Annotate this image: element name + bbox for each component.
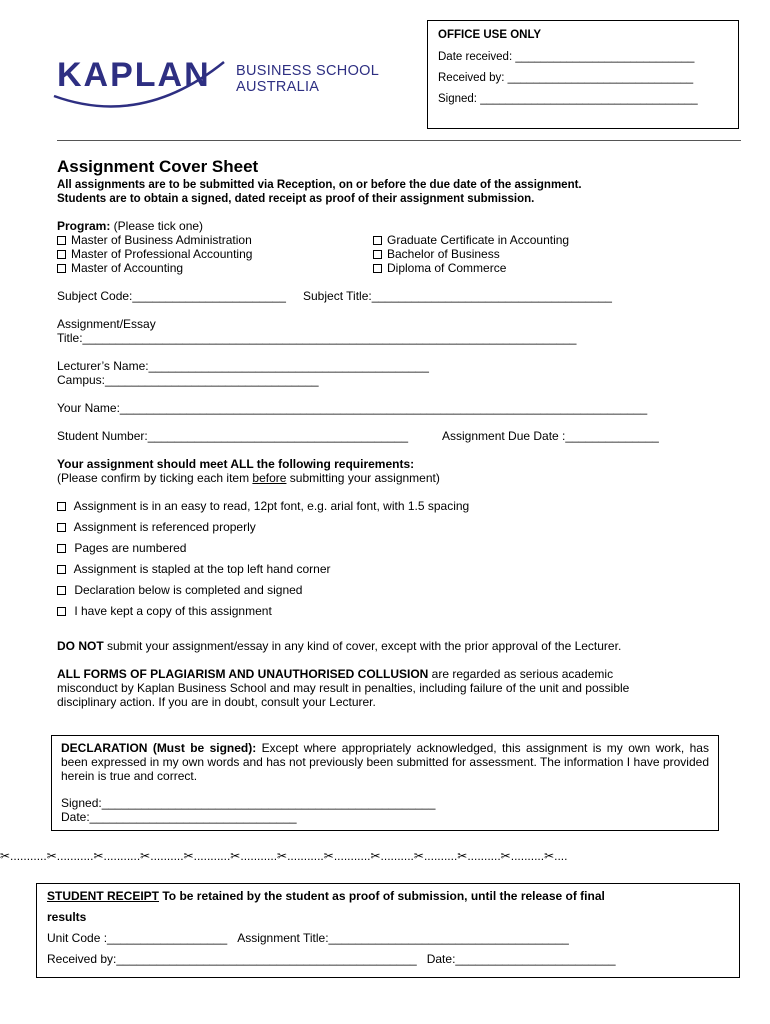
office-signed-field[interactable]: Signed: __________________________________ — [438, 93, 698, 105]
program-option-label: Graduate Certificate in Accounting — [387, 233, 570, 247]
program-option-label: Master of Business Administration — [71, 233, 252, 247]
your-name-field[interactable]: Your Name:_______________________________________________________________________________ — [57, 401, 648, 415]
intro-text — [57, 178, 582, 206]
plagiarism-text-3: disciplinary action. If you are in doubt, consult your Lecturer. — [57, 695, 376, 709]
checkbox-icon[interactable] — [57, 586, 66, 595]
header-divider — [57, 140, 741, 141]
plagiarism-note — [57, 667, 629, 709]
program-option[interactable] — [373, 233, 569, 247]
lecturer-name-field[interactable]: Lecturer’s Name:__________________________________________ — [57, 359, 429, 373]
kaplan-logo: KAPLAN — [57, 56, 211, 94]
checkbox-icon[interactable] — [373, 264, 382, 273]
requirement-item[interactable] — [57, 520, 469, 541]
logo-line-1: BUSINESS SCHOOL — [236, 63, 380, 79]
checkbox-icon[interactable] — [57, 502, 66, 511]
receipt-heading — [47, 889, 729, 903]
checkbox-icon[interactable] — [57, 264, 66, 273]
requirements-sub-under: before — [252, 471, 287, 485]
receipt-date-field[interactable]: Date:________________________ — [426, 952, 616, 966]
declaration-date-field[interactable]: Date:_______________________________ — [61, 810, 297, 824]
do-not-text: submit your assignment/essay in any kind of cover, except with the prior approval of the Lecturer. — [103, 639, 622, 653]
requirement-item[interactable] — [57, 499, 469, 520]
declaration-box — [51, 735, 719, 831]
receipt-row-2 — [47, 952, 729, 966]
requirement-item[interactable] — [57, 541, 469, 562]
subject-code-field[interactable]: Subject Code:_______________________ — [57, 289, 286, 303]
program-option-label: Master of Accounting — [71, 261, 184, 275]
requirement-label: Assignment is in an easy to read, 12pt font, e.g. arial font, with 1.5 spacing — [73, 499, 470, 513]
program-option[interactable] — [373, 247, 569, 261]
receipt-bold: STUDENT RECEIPT — [47, 889, 160, 903]
checkbox-icon[interactable] — [57, 523, 66, 532]
declaration-signed-field[interactable]: Signed:__________________________________________________ — [61, 796, 436, 810]
date-received-field[interactable]: Date received: ____________________________ — [438, 51, 695, 63]
student-receipt-box — [36, 883, 740, 978]
page-title: Assignment Cover Sheet — [57, 157, 259, 176]
assignment-label: Assignment/Essay — [57, 317, 156, 331]
requirement-label: Pages are numbered — [74, 541, 187, 555]
requirements-heading — [57, 457, 414, 471]
requirement-item[interactable] — [57, 562, 469, 583]
program-option[interactable] — [57, 247, 252, 261]
plagiarism-text-2: misconduct by Kaplan Business School and may result in penalties, including failure of the unit and possible — [57, 681, 630, 695]
logo-subtitle — [236, 63, 379, 95]
program-option-label: Master of Professional Accounting — [71, 247, 253, 261]
do-not-bold: DO NOT — [57, 639, 104, 653]
do-not-note — [57, 639, 621, 653]
requirement-item[interactable] — [57, 604, 469, 625]
office-use-box — [427, 20, 739, 129]
receipt-received-by-field[interactable]: Received by:_____________________________________________ — [47, 952, 417, 966]
office-use-title: OFFICE USE ONLY — [438, 29, 542, 41]
assignment-title-field[interactable]: Title:__________________________________________________________________________ — [57, 331, 577, 345]
program-heading — [57, 219, 203, 233]
declaration-text — [61, 741, 709, 783]
checkbox-icon[interactable] — [57, 250, 66, 259]
requirement-label: Assignment is stapled at the top left hand corner — [73, 562, 331, 576]
receipt-text: To be retained by the student as proof of submission, until the release of final — [159, 889, 605, 903]
program-label: Program: — [57, 219, 111, 233]
subject-title-field[interactable]: Subject Title:____________________________________ — [303, 289, 612, 303]
program-option-label: Diploma of Commerce — [387, 261, 507, 275]
program-list-left — [57, 233, 252, 275]
student-number-field[interactable]: Student Number:_______________________________________ — [57, 429, 408, 443]
requirements-list — [57, 499, 469, 625]
checkbox-icon[interactable] — [57, 236, 66, 245]
requirement-label: Assignment is referenced properly — [73, 520, 256, 534]
receipt-unit-code-field[interactable]: Unit Code :__________________ — [47, 931, 228, 945]
checkbox-icon[interactable] — [57, 607, 66, 616]
checkbox-icon[interactable] — [57, 565, 66, 574]
requirement-item[interactable] — [57, 583, 469, 604]
receipt-text-2: results — [47, 910, 87, 924]
plagiarism-bold: ALL FORMS OF PLAGIARISM AND UNAUTHORISED COLLUSION — [57, 667, 429, 681]
due-date-field[interactable]: Assignment Due Date :______________ — [442, 429, 659, 443]
program-option[interactable] — [57, 233, 252, 247]
intro-line-2: Students are to obtain a signed, dated receipt as proof of their assignment submission. — [57, 193, 535, 205]
requirement-label: I have kept a copy of this assignment — [74, 604, 272, 618]
intro-line-1: All assignments are to be submitted via Reception, on or before the due date of the assignment. — [57, 179, 582, 191]
receipt-assignment-title-field[interactable]: Assignment Title:____________________________________ — [237, 931, 569, 945]
checkbox-icon[interactable] — [373, 236, 382, 245]
program-hint: (Please tick one) — [110, 219, 204, 233]
requirements-subtitle — [57, 471, 440, 485]
declaration-bold: DECLARATION (Must be signed): — [61, 741, 257, 755]
program-list-right — [373, 233, 569, 275]
requirement-label: Declaration below is completed and signed — [74, 583, 303, 597]
logo-line-2: AUSTRALIA — [236, 79, 320, 95]
campus-field[interactable]: Campus:________________________________ — [57, 373, 319, 387]
receipt-row-1 — [47, 931, 729, 945]
program-option[interactable] — [373, 261, 569, 275]
requirements-sub-post: submitting your assignment) — [286, 471, 440, 485]
scissors-cut-line: ✂...........✂...........✂...........✂..........✂...........✂...........✂...........✂...........✂..........✂..........✂..........✂..........✂.... — [0, 849, 568, 863]
plagiarism-text-1: are regarded as serious academic — [428, 667, 614, 681]
program-option-label: Bachelor of Business — [387, 247, 500, 261]
requirements-title: Your assignment should meet ALL the following requirements: — [57, 457, 415, 471]
requirements-sub-pre: (Please confirm by ticking each item — [57, 471, 253, 485]
declaration-body: Except where appropriately acknowledged, this assignment is my own work, has been expressed in my own words and has not previously been submitted for assessment. The information I have provided herein is true and correct. — [61, 741, 709, 783]
checkbox-icon[interactable] — [373, 250, 382, 259]
checkbox-icon[interactable] — [57, 544, 66, 553]
program-option[interactable] — [57, 261, 252, 275]
received-by-field[interactable]: Received by: _____________________________ — [438, 72, 694, 84]
